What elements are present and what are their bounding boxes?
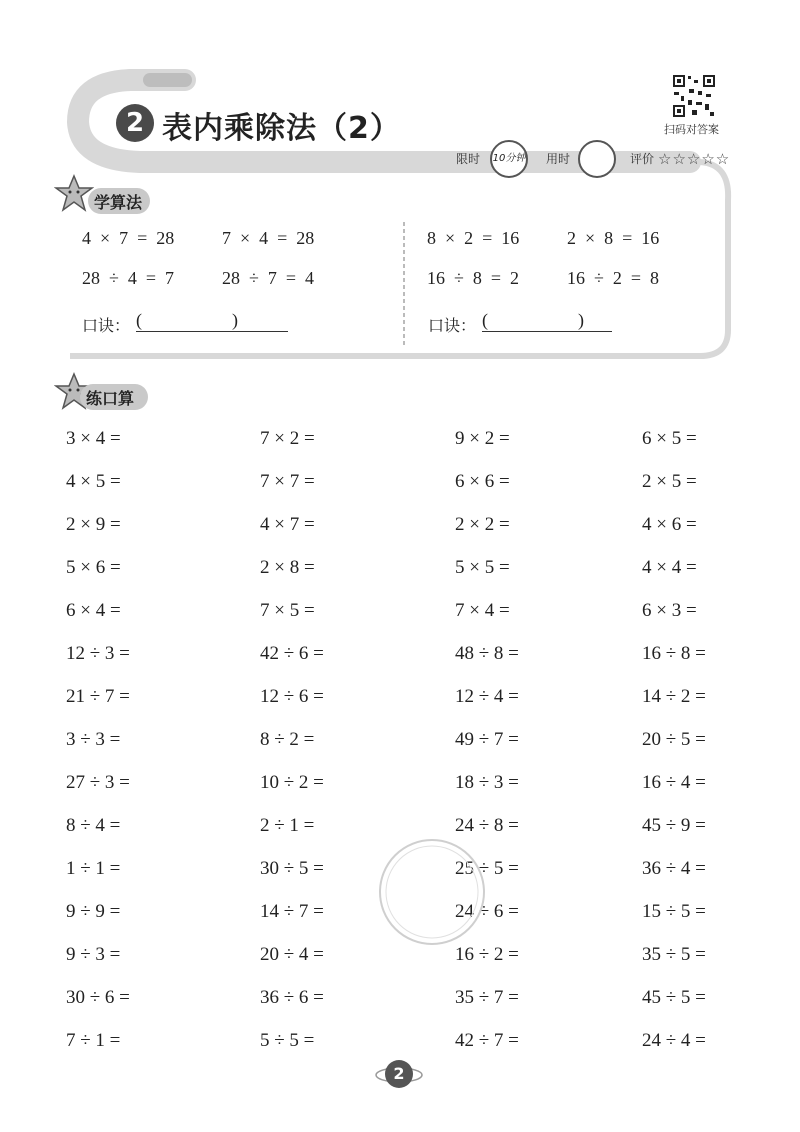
learn-left-eq-4: 28 ÷ 7 = 4: [222, 268, 315, 288]
practice-problem[interactable]: 5 × 6 =: [66, 557, 121, 578]
practice-problem[interactable]: 24 ÷ 4 =: [642, 1030, 706, 1051]
practice-problem[interactable]: 7 × 2 =: [260, 428, 315, 449]
practice-problem[interactable]: 35 ÷ 7 =: [455, 987, 519, 1008]
practice-problem[interactable]: 4 × 5 =: [66, 471, 121, 492]
lesson-number-badge: 2: [116, 104, 154, 142]
time-used-label: 用时: [546, 152, 571, 166]
practice-problem[interactable]: 18 ÷ 3 =: [455, 772, 519, 793]
star-mascot-icon: [54, 174, 94, 214]
rating-stars[interactable]: ☆☆☆☆☆: [658, 150, 731, 168]
learn-right-eq-2: 2 × 8 = 16: [567, 228, 660, 248]
practice-problem[interactable]: 4 × 4 =: [642, 557, 697, 578]
practice-problem[interactable]: 7 × 7 =: [260, 471, 315, 492]
rhyme-answer-right[interactable]: ( ): [482, 310, 612, 332]
practice-problem[interactable]: 9 ÷ 3 =: [66, 944, 121, 965]
practice-problem[interactable]: 30 ÷ 6 =: [66, 987, 130, 1008]
learn-left-eq-1: 4 × 7 = 28: [82, 228, 175, 248]
practice-problem[interactable]: 36 ÷ 4 =: [642, 858, 706, 879]
learn-right-eq-1: 8 × 2 = 16: [427, 228, 520, 248]
practice-problem[interactable]: 49 ÷ 7 =: [455, 729, 519, 750]
practice-problem[interactable]: 2 ÷ 1 =: [260, 815, 315, 836]
practice-problem[interactable]: 30 ÷ 5 =: [260, 858, 324, 879]
practice-problem[interactable]: 24 ÷ 6 =: [455, 901, 519, 922]
practice-problem[interactable]: 20 ÷ 5 =: [642, 729, 706, 750]
practice-problem[interactable]: 12 ÷ 6 =: [260, 686, 324, 707]
learn-left-eq-3: 28 ÷ 4 = 7: [82, 268, 175, 288]
rhyme-label-right: 口诀：: [428, 316, 477, 335]
practice-problem[interactable]: 12 ÷ 4 =: [455, 686, 519, 707]
practice-problem[interactable]: 3 ÷ 3 =: [66, 729, 121, 750]
practice-problem[interactable]: 9 × 2 =: [455, 428, 510, 449]
rhyme-answer-left[interactable]: ( ): [136, 310, 288, 332]
practice-problem[interactable]: 45 ÷ 9 =: [642, 815, 706, 836]
practice-problem[interactable]: 16 ÷ 2 =: [455, 944, 519, 965]
time-used-field[interactable]: [578, 140, 616, 178]
practice-problem[interactable]: 14 ÷ 7 =: [260, 901, 324, 922]
practice-problem[interactable]: 6 × 3 =: [642, 600, 697, 621]
practice-problem[interactable]: 2 × 9 =: [66, 514, 121, 535]
practice-problem[interactable]: 24 ÷ 8 =: [455, 815, 519, 836]
practice-problem[interactable]: 16 ÷ 4 =: [642, 772, 706, 793]
practice-problem[interactable]: 7 ÷ 1 =: [66, 1030, 121, 1051]
practice-problem[interactable]: 4 × 6 =: [642, 514, 697, 535]
practice-problem[interactable]: 15 ÷ 5 =: [642, 901, 706, 922]
practice-problem[interactable]: 16 ÷ 8 =: [642, 643, 706, 664]
practice-problem[interactable]: 6 × 6 =: [455, 471, 510, 492]
practice-problem[interactable]: 1 ÷ 1 =: [66, 858, 121, 879]
practice-problem[interactable]: 5 × 5 =: [455, 557, 510, 578]
practice-problem[interactable]: 21 ÷ 7 =: [66, 686, 130, 707]
practice-problem[interactable]: 7 × 5 =: [260, 600, 315, 621]
practice-problem[interactable]: 45 ÷ 5 =: [642, 987, 706, 1008]
rhyme-label-left: 口诀：: [82, 316, 131, 335]
practice-problem[interactable]: 5 ÷ 5 =: [260, 1030, 315, 1051]
rating-label: 评价: [630, 152, 655, 166]
page-title: 表内乘除法（2）: [162, 111, 401, 146]
practice-problem[interactable]: 42 ÷ 6 =: [260, 643, 324, 664]
time-limit-label: 限时: [456, 152, 481, 166]
qr-code-icon[interactable]: [672, 74, 716, 118]
practice-problem[interactable]: 12 ÷ 3 =: [66, 643, 130, 664]
practice-problem[interactable]: 2 × 5 =: [642, 471, 697, 492]
watermark-stamp: [372, 832, 492, 952]
practice-problem[interactable]: 20 ÷ 4 =: [260, 944, 324, 965]
practice-problem[interactable]: 48 ÷ 8 =: [455, 643, 519, 664]
page-number: 2: [385, 1060, 413, 1088]
learn-section-badge: 学算法: [94, 193, 143, 212]
qr-caption: 扫码对答案: [664, 123, 719, 136]
practice-problem[interactable]: 4 × 7 =: [260, 514, 315, 535]
practice-problem[interactable]: 3 × 4 =: [66, 428, 121, 449]
practice-section-badge: 练口算: [86, 389, 135, 408]
practice-problem[interactable]: 6 × 5 =: [642, 428, 697, 449]
practice-problem[interactable]: 42 ÷ 7 =: [455, 1030, 519, 1051]
practice-problem[interactable]: 7 × 4 =: [455, 600, 510, 621]
practice-problem[interactable]: 2 × 2 =: [455, 514, 510, 535]
practice-problem[interactable]: 25 ÷ 5 =: [455, 858, 519, 879]
practice-problem[interactable]: 6 × 4 =: [66, 600, 121, 621]
practice-problem[interactable]: 8 ÷ 2 =: [260, 729, 315, 750]
practice-problem[interactable]: 14 ÷ 2 =: [642, 686, 706, 707]
practice-problem[interactable]: 36 ÷ 6 =: [260, 987, 324, 1008]
practice-problem[interactable]: 8 ÷ 4 =: [66, 815, 121, 836]
practice-problem[interactable]: 35 ÷ 5 =: [642, 944, 706, 965]
practice-problem[interactable]: 9 ÷ 9 =: [66, 901, 121, 922]
practice-problem[interactable]: 27 ÷ 3 =: [66, 772, 130, 793]
learn-right-eq-4: 16 ÷ 2 = 8: [567, 268, 660, 288]
practice-problem[interactable]: 2 × 8 =: [260, 557, 315, 578]
learn-right-eq-3: 16 ÷ 8 = 2: [427, 268, 520, 288]
practice-problem[interactable]: 10 ÷ 2 =: [260, 772, 324, 793]
time-limit-value: 10分钟: [490, 140, 528, 178]
learn-left-eq-2: 7 × 4 = 28: [222, 228, 315, 248]
